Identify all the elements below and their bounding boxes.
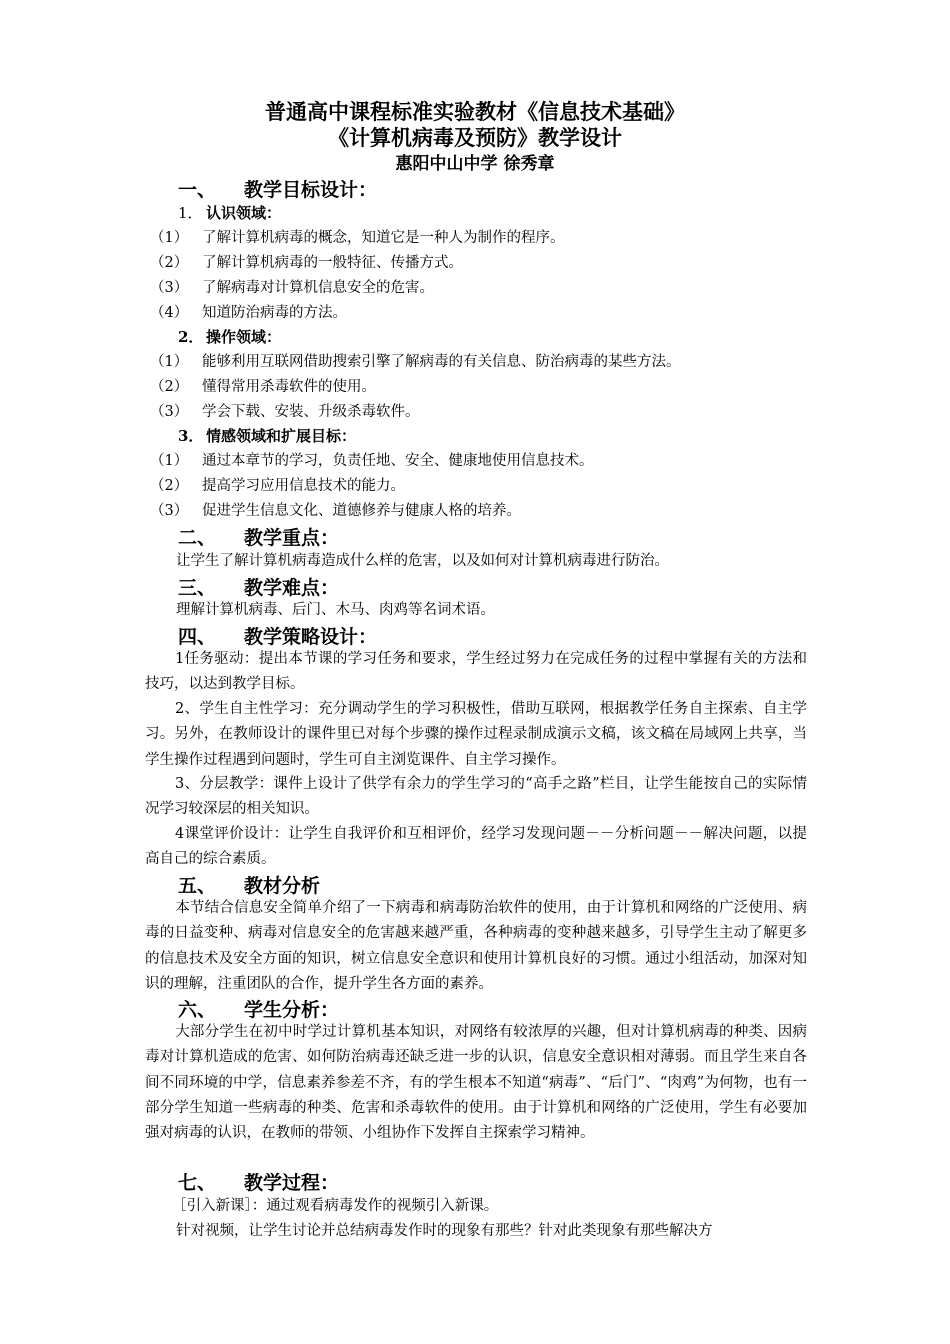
section-heading-2 [178, 523, 339, 550]
list-item-text: 了解病毒对计算机信息安全的危害。 [202, 280, 434, 296]
list-item [150, 251, 463, 272]
section-heading-4 [178, 622, 377, 649]
list-item-text: 提高学习应用信息技术的能力。 [202, 478, 405, 494]
list-item [150, 301, 347, 322]
subsection-title: 认识领域： [206, 204, 282, 222]
section-title: 教学策略设计： [244, 626, 378, 648]
paragraph-text: 3、分层教学：课件上设计了供学有余力的学生学习的“高手之路”栏目，让学生能按自己的实际情况学习较深层的相关知识。 [145, 776, 807, 818]
list-item [150, 400, 420, 421]
paragraph [145, 822, 807, 873]
list-item-text: 通过本章节的学习，负责任地、安全、健康地使用信息技术。 [202, 453, 594, 469]
list-item-text: 知道防治病毒的方法。 [202, 305, 347, 321]
subsection-number: 1． [178, 204, 203, 222]
paragraph [145, 772, 807, 823]
paragraph-text: 1任务驱动：提出本节课的学习任务和要求，学生经过努力在完成任务的过程中掌握有关的方法和技巧，以达到教学目标。 [145, 651, 807, 693]
section-heading-6 [178, 995, 339, 1022]
subsection-number: 2． [178, 328, 204, 346]
document-author: 惠阳中山中学 徐秀章 [395, 154, 555, 174]
list-item [150, 449, 594, 470]
list-item-text: 促进学生信息文化、道德修养与健康人格的培养。 [202, 503, 521, 519]
list-item-index: （3） [150, 503, 189, 519]
list-item-text: 懂得常用杀毒软件的使用。 [202, 379, 376, 395]
section-title: 教学目标设计： [244, 179, 378, 201]
section-heading-3 [178, 573, 339, 600]
section-heading-5 [178, 871, 320, 898]
paragraph [145, 697, 807, 773]
section-heading-7 [178, 1168, 339, 1195]
section-number: 二、 [178, 527, 217, 549]
list-item-index: （1） [150, 354, 189, 370]
section-title: 教材分析 [244, 875, 321, 897]
list-item-index: （4） [150, 305, 189, 321]
section-heading-1 [178, 175, 377, 202]
subsection-title: 操作领域： [206, 328, 282, 346]
section-text: 针对视频，让学生讨论并总结病毒发作时的现象有那些？针对此类现象有那些解决方 [176, 1223, 713, 1239]
list-item-index: （3） [150, 280, 189, 296]
list-item-index: （2） [150, 478, 189, 494]
document-title-line1: 普通高中课程标准实验教材《信息技术基础》 [265, 100, 685, 124]
list-item-index: （2） [150, 255, 189, 271]
section-number: 七、 [178, 1172, 217, 1194]
paragraph [145, 647, 807, 698]
list-item-index: （1） [150, 230, 189, 246]
paragraph [145, 896, 807, 997]
section-number: 一、 [178, 179, 217, 201]
list-item-text: 能够利用互联网借助搜索引擎了解病毒的有关信息、防治病毒的某些方法。 [202, 354, 681, 370]
list-item [150, 276, 434, 297]
subsection-title: 情感领域和扩展目标： [206, 427, 357, 445]
list-item-text: 学会下载、安装、升级杀毒软件。 [202, 404, 420, 420]
section-title: 教学重点： [244, 527, 340, 549]
section-text: ［引入新课］：通过观看病毒发作的视频引入新课。 [172, 1198, 499, 1214]
paragraph [145, 1020, 807, 1146]
list-item [150, 375, 376, 396]
section-number: 三、 [178, 577, 217, 599]
paragraph-text: 4课堂评价设计：让学生自我评价和互相评价，经学习发现问题－－分析问题－－解决问题，以提高自己的综合素质。 [145, 826, 807, 868]
subsection-heading-3 [178, 425, 356, 446]
paragraph-text: 本节结合信息安全简单介绍了一下病毒和病毒防治软件的使用，由于计算机和网络的广泛使用、病毒的日益变种、病毒对信息安全的危害越来越严重，各种病毒的变种越来越多，引导学生主动了解更多的信息技术及安全方面的知识，树立信息安全意识和使用计算机良好的习惯。通过小组活动，加深对知识的理解，注重团队的合作，提升学生各方面的素养。 [145, 900, 807, 992]
paragraph-text: 大部分学生在初中时学过计算机基本知识，对网络有较浓厚的兴趣，但对计算机病毒的种类、因病毒对计算机造成的危害、如何防治病毒还缺乏进一步的认识，信息安全意识相对薄弱。而且学生来自各间不同环境的中学，信息素养参差不齐，有的学生根本不知道“病毒”、“后门”、“肉鸡”为何物，也有一部分学生知道一些病毒的种类、危害和杀毒软件的使用。由于计算机和网络的广泛使用，学生有必要加强对病毒的认识，在教师的带领、小组协作下发挥自主探索学习精神。 [145, 1024, 807, 1142]
section-text: 让学生了解计算机病毒造成什么样的危害，以及如何对计算机病毒进行防治。 [176, 553, 669, 569]
list-item [150, 499, 521, 520]
section-number: 五、 [178, 875, 217, 897]
list-item-index: （3） [150, 404, 189, 420]
subsection-heading-1 [178, 202, 281, 223]
list-item [150, 226, 565, 247]
document-title-line2: 《计算机病毒及预防》教学设计 [328, 126, 622, 150]
list-item [150, 350, 681, 371]
section-title: 学生分析： [244, 999, 340, 1021]
list-item [150, 474, 405, 495]
section-title: 教学过程： [244, 1172, 340, 1194]
list-item-index: （2） [150, 379, 189, 395]
list-item-text: 了解计算机病毒的一般特征、传播方式。 [202, 255, 463, 271]
subsection-heading-2 [178, 326, 281, 347]
section-text: 理解计算机病毒、后门、木马、肉鸡等名词术语。 [176, 602, 495, 618]
subsection-number: 3． [178, 427, 204, 445]
section-number: 六、 [178, 999, 217, 1021]
paragraph-text: 2、学生自主性学习：充分调动学生的学习积极性，借助互联网，根据教学任务自主探索、自主学习。另外，在教师设计的课件里已对每个步骤的操作过程录制成演示文稿，该文稿在局域网上共享，当学生操作过程遇到问题时，学生可自主浏览课件、自主学习操作。 [145, 701, 807, 768]
section-title: 教学难点： [244, 577, 340, 599]
list-item-index: （1） [150, 453, 189, 469]
list-item-text: 了解计算机病毒的概念，知道它是一种人为制作的程序。 [202, 230, 565, 246]
section-number: 四、 [178, 626, 217, 648]
